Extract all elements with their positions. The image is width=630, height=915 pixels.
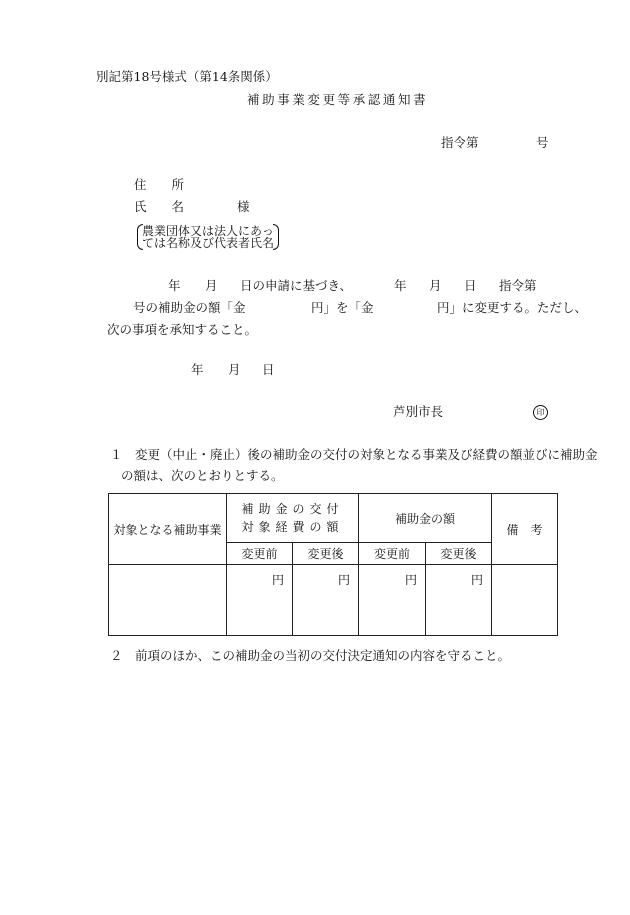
date-month: 月 [228,362,241,377]
right-bracket [273,224,279,250]
header-expense-line1: 補助金の交付 [241,502,344,516]
project-cell [109,565,227,636]
body-directive: 指令第 [499,278,537,293]
reference-suffix: 号 [536,135,549,150]
expense-before: 変更前 [227,543,293,565]
honorific: 様 [237,199,250,214]
body-day-application: 日の申請に基づき、 [240,278,353,293]
form-number: 別記第18号様式（第14条関係） [96,69,278,84]
addressee-note [137,224,279,250]
header-expense-line2: 対象経費の額 [241,520,344,534]
body-year1: 年 [168,278,181,293]
subsidy-after: 変更後 [426,543,492,565]
seal-mark: 印 [533,405,548,420]
remarks-cell [492,565,558,636]
body-month2: 月 [429,278,442,293]
subsidy-after-yen: 円 [426,565,492,636]
expense-before-yen: 円 [227,565,293,636]
addressee-note-line2: ては名称及び代表者氏名 [142,236,275,250]
subsidy-table [108,493,558,636]
header-expense [227,494,359,543]
body-line2-b: 円」を「金 [311,300,374,315]
item2: ２ 前項のほか、この補助金の当初の交付決定通知の内容を守ること。 [110,648,511,663]
header-subsidy: 補助金の額 [359,494,492,543]
body-day2: 日 [464,278,477,293]
expense-after-yen: 円 [293,565,359,636]
body-line2-c: 円」に変更する。ただし、 [437,300,588,315]
document-title: 補助事業変更等承認通知書 [247,92,429,107]
header-remarks: 備 考 [492,494,558,565]
body-year2: 年 [394,278,407,293]
subsidy-before-yen: 円 [359,565,426,636]
address-label: 住 所 [134,177,185,192]
name-label: 氏 名 [134,199,185,214]
item1-line2: の額は、次のとおりとする。 [121,468,284,483]
expense-after: 変更後 [293,543,359,565]
item1-line1: １ 変更（中止・廃止）後の補助金の交付の対象となる事業及び経費の額並びに補助金 [110,447,598,462]
body-line3: 次の事項を承知すること。 [107,322,258,337]
issuer-name: 芦別市長 [393,404,444,419]
header-project: 対象となる補助事業 [109,494,227,565]
date-day: 日 [262,362,275,377]
body-month1: 月 [205,278,218,293]
addressee-note-line1: 農業団体又は法人にあっ [142,224,274,238]
body-line2-a: 号の補助金の額「金 [133,300,246,315]
date-year: 年 [191,362,204,377]
reference-prefix: 指令第 [441,135,479,150]
subsidy-before: 変更前 [359,543,426,565]
